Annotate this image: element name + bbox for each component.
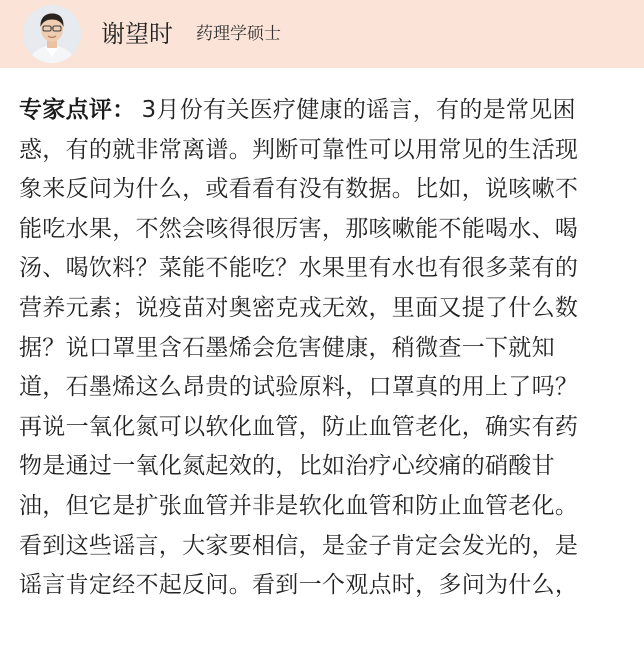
text-line: 油，但它是扩张血管并非是软化血管和防止血管老化。 xyxy=(19,492,579,519)
text-line: 惑，有的就非常离谱。判断可靠性可以用常见的生活现 xyxy=(19,136,579,163)
text-line: 营养元素；说疫苗对奥密克戎无效，里面又提了什么数 xyxy=(19,294,579,321)
text-line: 物是通过一氧化氮起效的，比如治疗心绞痛的硝酸甘 xyxy=(19,453,555,480)
author-title: 药理学硕士 xyxy=(196,24,281,44)
author-header xyxy=(0,0,644,68)
page-bottom-edge xyxy=(0,658,644,665)
author-name: 谢望时 xyxy=(101,20,173,48)
text-line-segment: 3月份有关医疗健康的谣言，有的是常见困 xyxy=(141,97,576,123)
text-line: 看到这些谣言，大家要相信，是金子肯定会发光的，是 xyxy=(19,532,579,559)
text-line: 能吃水果，不然会咳得很厉害，那咳嗽能不能喝水、喝 xyxy=(19,215,579,242)
text-line: 汤、喝饮料？菜能不能吃？水果里有水也有很多菜有的 xyxy=(19,255,579,282)
text-line: 谣言肯定经不起反问。看到一个观点时，多问为什么， xyxy=(19,572,579,599)
text-line: 再说一氧化氮可以软化血管，防止血管老化，确实有药 xyxy=(19,413,579,440)
text-line: 道，石墨烯这么昂贵的试验原料，口罩真的用上了吗？ xyxy=(19,374,579,401)
avatar-portrait-icon xyxy=(23,5,81,63)
text-line: 象来反问为什么，或看看有没有数据。比如，说咳嗽不 xyxy=(19,176,579,203)
article-body xyxy=(19,91,627,606)
avatar xyxy=(23,5,81,63)
expert-comment-label: 专家点评： xyxy=(19,97,136,123)
text-line xyxy=(19,91,627,131)
text-line: 据？说口罩里含石墨烯会危害健康，稍微查一下就知 xyxy=(19,334,555,361)
